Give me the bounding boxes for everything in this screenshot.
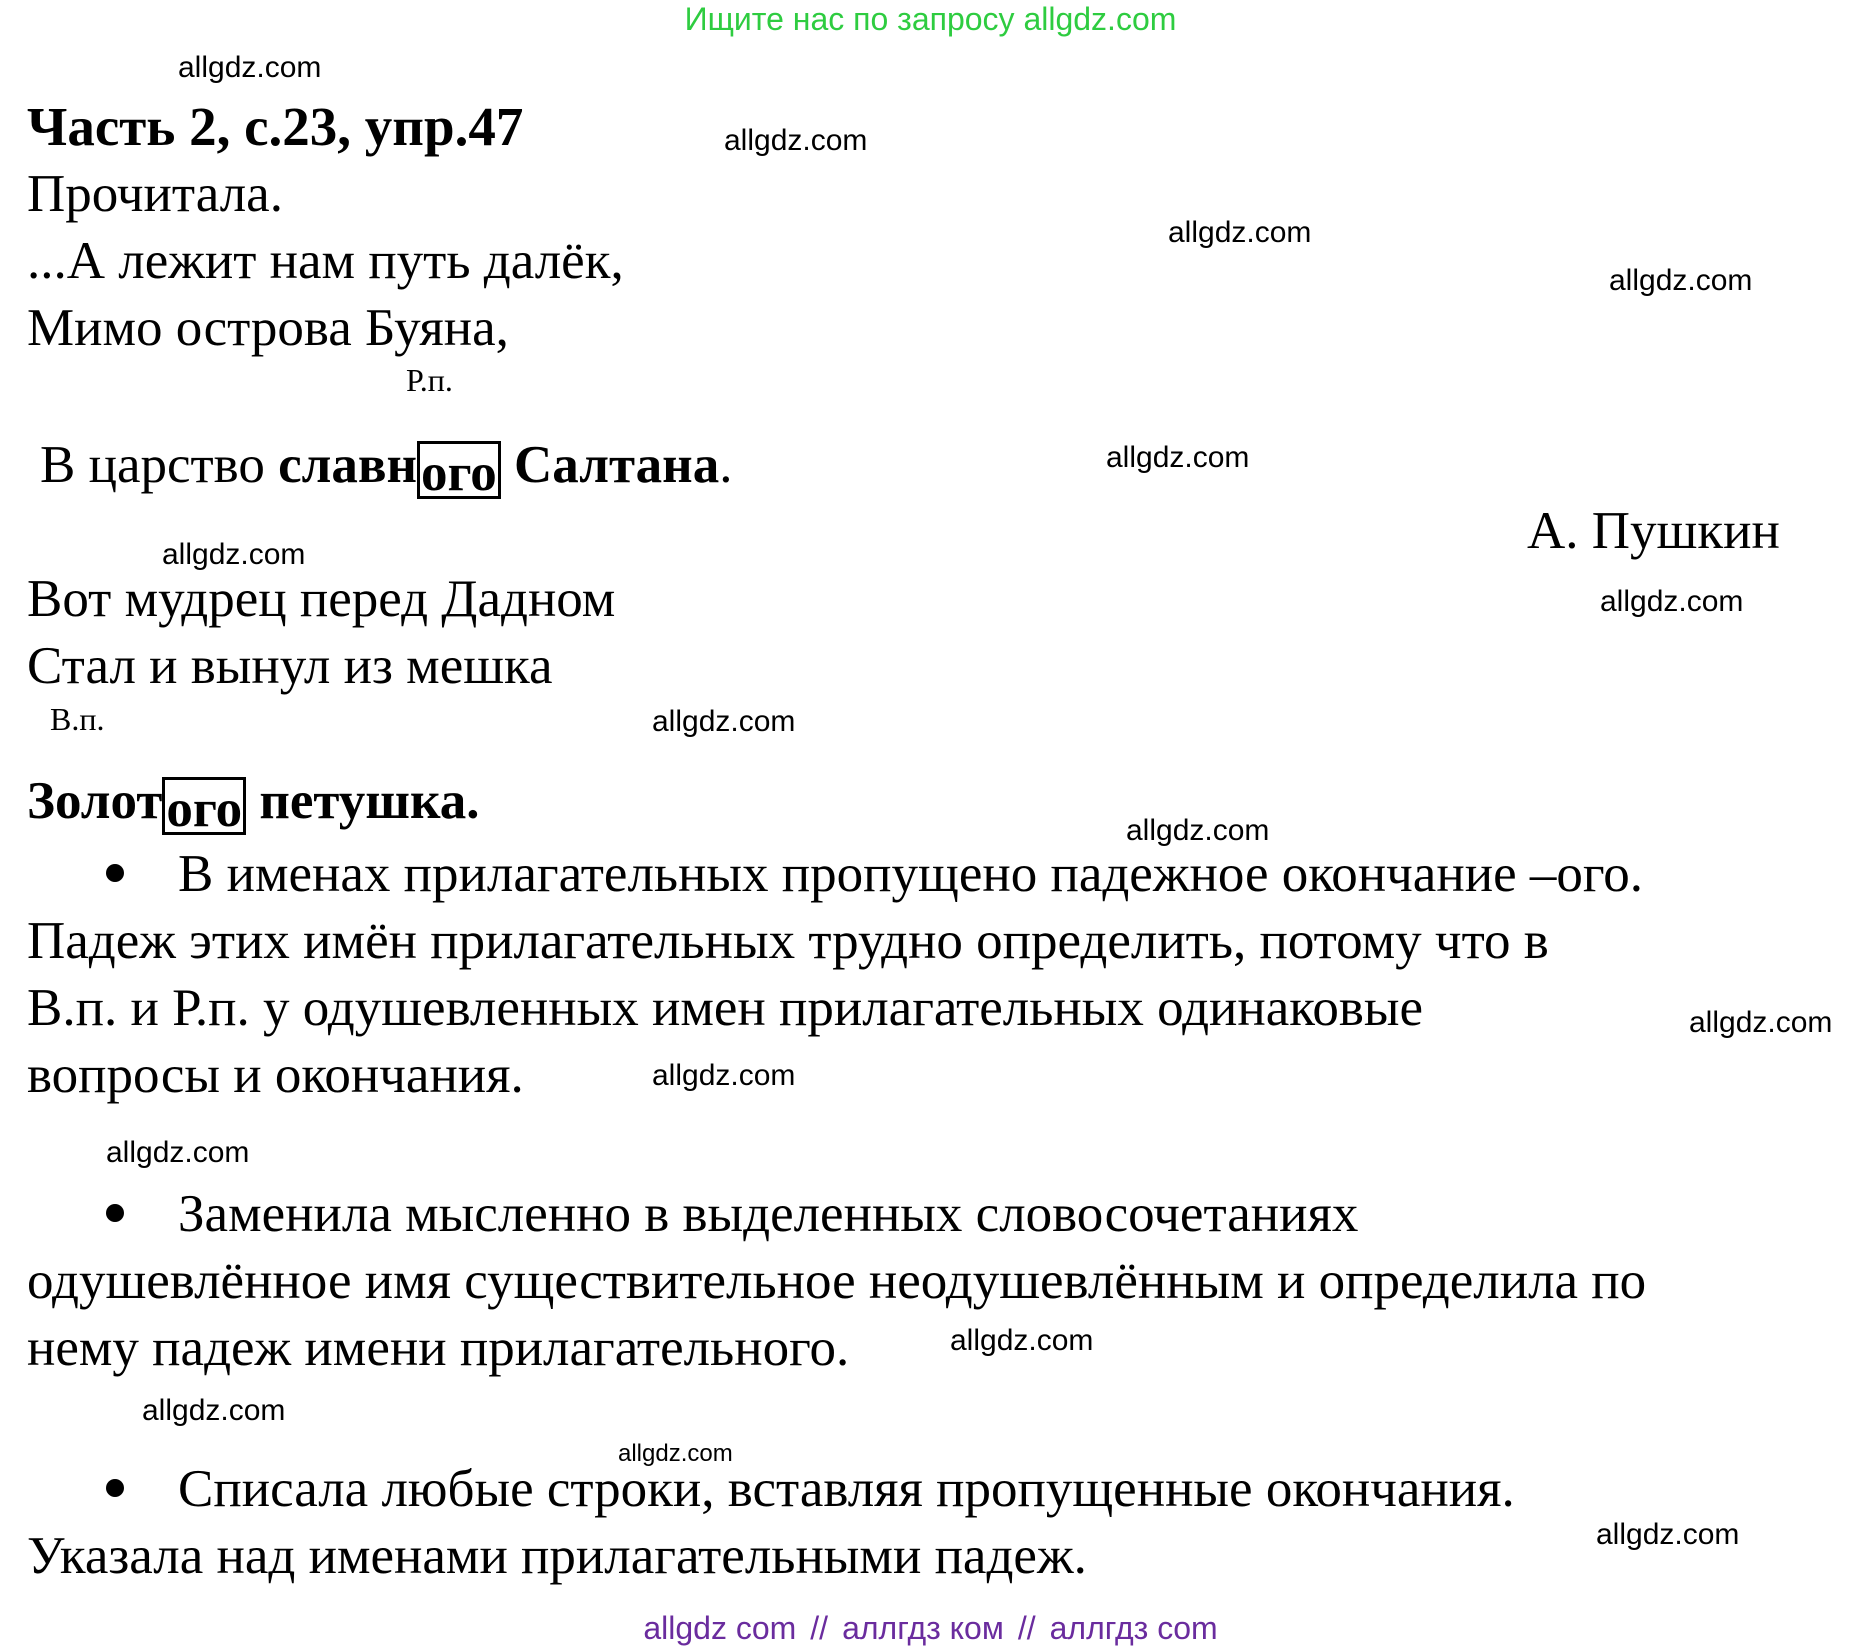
bullet1-line2: Падеж этих имён прилагательных трудно определить, потому что в (27, 912, 1549, 970)
bottom-banner-part1: allgdz com (643, 1610, 797, 1646)
watermark: allgdz.com (162, 538, 306, 571)
watermark: allgdz.com (1609, 264, 1753, 297)
boxed-ending: ого (417, 441, 501, 499)
poem1-line3-bold: славн (278, 436, 418, 494)
bullet1-line4: вопросы и окончания. (27, 1046, 524, 1104)
poem1-line3 (40, 436, 733, 502)
poem2-line3 (27, 772, 480, 838)
watermark: allgdz.com (1168, 216, 1312, 249)
bottom-banner (0, 1612, 1861, 1644)
bullet1-line1: В именах прилагательных пропущено падежное окончание –ого. (178, 845, 1644, 903)
watermark: allgdz.com (1596, 1518, 1740, 1551)
watermark: allgdz.com (1126, 814, 1270, 847)
watermark: allgdz.com (142, 1394, 286, 1427)
intro-text: Прочитала. (27, 165, 283, 223)
bottom-banner-sep: // (1017, 1610, 1036, 1646)
bottom-banner-part2: аллгдз ком (842, 1610, 1004, 1646)
bullet-dot (106, 1479, 124, 1497)
poem2-line1: Вот мудрец перед Дадном (27, 570, 616, 628)
watermark: allgdz.com (618, 1440, 733, 1467)
poem1-line2: Мимо острова Буяна, (27, 299, 509, 357)
watermark: allgdz.com (106, 1136, 250, 1169)
watermark: allgdz.com (1689, 1006, 1833, 1039)
poem1-line3-bold2: Салтана (500, 436, 720, 494)
bullet2-line2: одушевлённое имя существительное неодушевлённым и определила по (27, 1252, 1647, 1310)
poem2-line3-bold2: петушка. (246, 772, 480, 830)
bullet2-line3: нему падеж имени прилагательного. (27, 1319, 850, 1377)
case-label: Р.п. (406, 362, 453, 398)
bullet3-line2: Указала над именами прилагательными падеж. (27, 1527, 1087, 1585)
watermark: allgdz.com (652, 1059, 796, 1092)
exercise-heading: Часть 2, с.23, упр.47 (27, 96, 524, 157)
bullet1-line3: В.п. и Р.п. у одушевленных имен прилагательных одинаковые (27, 979, 1424, 1037)
watermark: allgdz.com (950, 1324, 1094, 1357)
poem2-line2: Стал и вынул из мешка (27, 637, 553, 695)
watermark: allgdz.com (178, 51, 322, 84)
boxed-ending: ого (162, 777, 246, 835)
bottom-banner-sep: // (810, 1610, 829, 1646)
bullet-dot (106, 1204, 124, 1222)
bullet2-line1: Заменила мысленно в выделенных словосочетаниях (178, 1185, 1359, 1243)
watermark: allgdz.com (1106, 441, 1250, 474)
poem-author: А. Пушкин (1527, 502, 1780, 560)
top-banner: Ищите нас по запросу allgdz.com (684, 1, 1177, 37)
watermark: allgdz.com (1600, 585, 1744, 618)
poem1-line3-start: В царство (40, 436, 279, 494)
case-label: В.п. (50, 701, 105, 737)
poem2-line3-bold: Золот (27, 772, 163, 830)
bottom-banner-part3: аллгдз com (1049, 1610, 1218, 1646)
poem1-line3-end: . (719, 436, 733, 494)
bullet3-line1: Списала любые строки, вставляя пропущенные окончания. (178, 1460, 1515, 1518)
bullet-dot (106, 864, 124, 882)
watermark: allgdz.com (652, 705, 796, 738)
poem1-line1: ...А лежит нам путь далёк, (27, 232, 624, 290)
watermark: allgdz.com (724, 124, 868, 157)
